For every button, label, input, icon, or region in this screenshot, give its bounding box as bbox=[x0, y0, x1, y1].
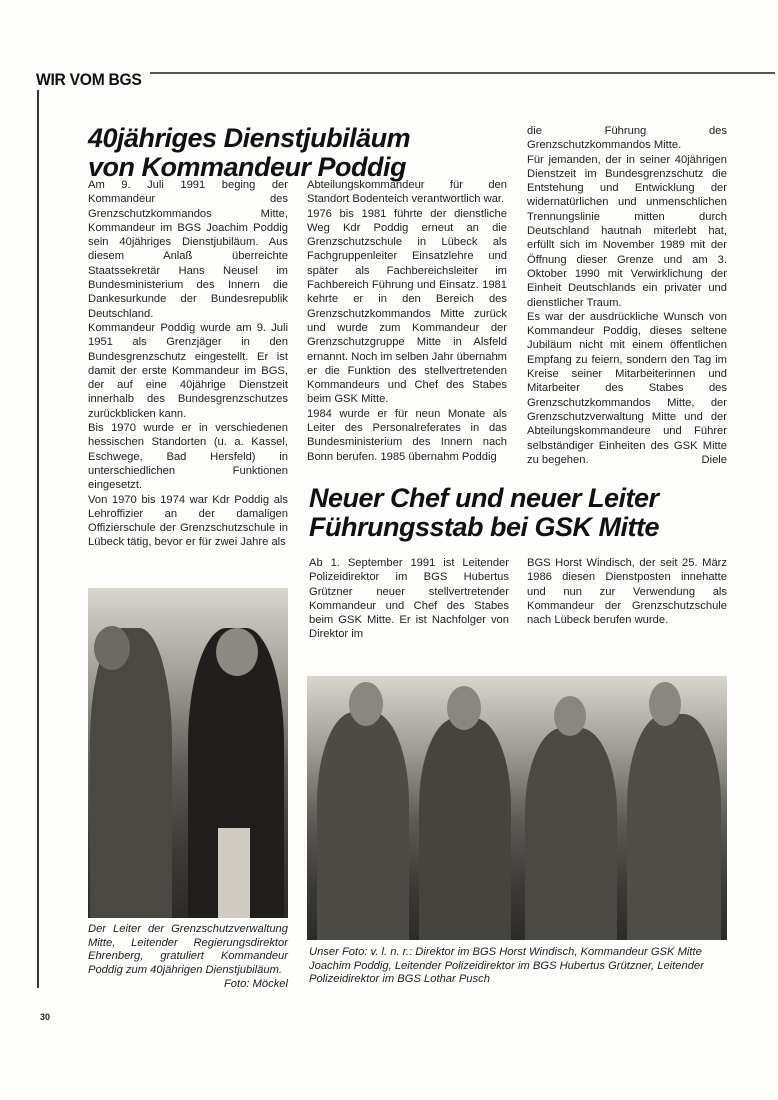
article1-headline-line1: 40jähriges Dienstjubiläum bbox=[88, 123, 411, 153]
photo-group-caption: Unser Foto: v. l. n. r.: Direktor im BGS Horst Windisch, Kommandeur GSK Mitte Joachim Poddig, Leitender Polizeidirektor im BGS Hubertus Grützner, Leitender Polizeidirektor im BGS Lothar Pusch bbox=[309, 946, 704, 986]
article1-column-2 bbox=[307, 178, 507, 464]
photo-figure-head bbox=[649, 682, 681, 726]
article1-headline bbox=[88, 124, 508, 182]
photo-handshake-caption: Der Leiter der Grenzschutzverwaltung Mitte, Leitender Regierungsdirektor Ehrenberg, gratuliert Kommandeur Poddig zum 40jährigen Dienstjubiläum. bbox=[88, 923, 288, 976]
photo-handshake bbox=[88, 588, 288, 918]
paragraph: die Führung des Grenzschutzkommandos Mitte. bbox=[527, 125, 727, 152]
article2-headline bbox=[309, 484, 749, 542]
photo-figure-trousers bbox=[218, 828, 250, 918]
article2-column-1 bbox=[309, 556, 509, 642]
photo-figure bbox=[525, 728, 617, 940]
photo-figure-head bbox=[349, 682, 383, 726]
paragraph: BGS Horst Windisch, der seit 25. März 1986 diesen Dienstposten innehatte und nun zur Verwendung als Kommandeur der Grenzschutzschule nach Lübeck berufen wurde. bbox=[527, 557, 727, 627]
paragraph: Abteilungskommandeur für den Standort Bodenteich verantwortlich war. bbox=[307, 179, 507, 206]
article2-column-2 bbox=[527, 556, 727, 627]
photo-figure bbox=[419, 718, 511, 940]
left-margin-rule bbox=[37, 90, 39, 988]
page-number: 30 bbox=[40, 1012, 51, 1022]
paragraph: Von 1970 bis 1974 war Kdr Poddig als Lehroffizier an der damaligen Offizierschule der Grenzschutzschule in Lübeck tätig, bevor er für zwei Jahre als bbox=[88, 493, 288, 549]
photo-figure bbox=[627, 714, 721, 940]
photo-figure-head bbox=[447, 686, 481, 730]
article2-headline-line1: Neuer Chef und neuer Leiter bbox=[309, 483, 659, 513]
photo-figure bbox=[90, 628, 172, 918]
paragraph-continuation: Diele bbox=[701, 453, 727, 466]
photo-group bbox=[307, 676, 727, 940]
paragraph: Am 9. Juli 1991 beging der Kommandeur des Grenzschutzkommandos Mitte, Kommandeur im BGS Joachim Poddig sein 40jähriges Dienstjubiläum. Aus diesem Anlaß überreichte Staatssekretär Hans Neusel im Bundesministerium des Innern die Dankesurkunde der Bundesrepublik Deutschland. bbox=[88, 179, 288, 320]
photo-figure-head bbox=[216, 628, 258, 676]
photo-figure-head bbox=[554, 696, 586, 736]
article1-headline-line2: von Kommandeur Poddig bbox=[88, 152, 407, 182]
article1-column-3 bbox=[527, 124, 727, 467]
paragraph: Ab 1. September 1991 ist Leitender Polizeidirektor im BGS Hubertus Grützner neuer stellvertretender Kommandeur und Chef des Stabes beim GSK Mitte. Er ist Nachfolger von Direktor im bbox=[309, 557, 509, 641]
paragraph: Kommandeur Poddig wurde am 9. Juli 1951 als Grenzjäger in den Bundesgrenzschutz eingestellt. Er ist damit der erste Kommandeur im BGS, der auf eine 40jährige Dienstzeit innerhalb des Bundesgrenzschutzes zurückblicken kann. bbox=[88, 321, 288, 420]
photo-figure-head bbox=[94, 626, 130, 670]
paragraph: Bis 1970 wurde er in verschiedenen hessischen Standorten (u. a. Kassel, Eschwege, Bad Hersfeld) in unterschiedlichen Funktionen eingesetzt. bbox=[88, 422, 288, 492]
paragraph: Für jemanden, der in seiner 40jährigen Dienstzeit im Bundesgrenzschutz die Entstehung und Entwicklung der widernatürlichen und unmenschlichen Trennungslinie mitten durch Deutschland hautnah miterlebt hat, erfüllt sich im November 1989 mit der Öffnung dieser Grenze und am 3. Oktober 1990 mit Verwirklichung der Einheit Deutschlands ein privater und dienstlicher Traum. bbox=[527, 153, 727, 309]
article1-column-1 bbox=[88, 178, 288, 550]
section-label: WIR VOM BGS bbox=[36, 70, 142, 89]
paragraph: Es war der ausdrückliche Wunsch von Kommandeur Poddig, dieses seltene Jubiläum nicht mit einem öffentlichen Empfang zu feiern, sondern den Tag im Kreise seiner Mitarbeiterinnen und Mitarbeiter des Stabes des Grenzschutzkommandos Mitte, der Grenzschutzverwaltung Mitte und der Abteilungskommandeure und Führer selbständiger Einheiten des GSK Mitte zu begehen. bbox=[527, 310, 727, 466]
header-rule bbox=[150, 72, 775, 74]
article2-headline-line2: Führungsstab bei GSK Mitte bbox=[309, 512, 660, 542]
photo-handshake-credit: Foto: Möckel bbox=[223, 978, 288, 990]
paragraph: 1976 bis 1981 führte der dienstliche Weg Kdr Poddig erneut an die Grenzschutzschule in Lübeck als Fachgruppenleiter Einsatzlehre und später als Fachbereichsleiter im Fachbereich Führung und Einsatz. 1981 kehrte er in den Bereich des Grenzschutzkommandos Mitte zurück und wurde zum Kommandeur der Grenzschutzgruppe Mitte in Alsfeld ernannt. Noch im selben Jahr übernahm er die Funktion des stellvertretenden Kommandeurs und Chef des Stabes beim GSK Mitte. bbox=[307, 207, 507, 406]
paragraph: 1984 wurde er für neun Monate als Leiter des Personalreferates in das Bundesministerium des Innern nach Bonn berufen. 1985 übernahm Poddig bbox=[307, 407, 507, 463]
photo-figure bbox=[317, 712, 409, 940]
